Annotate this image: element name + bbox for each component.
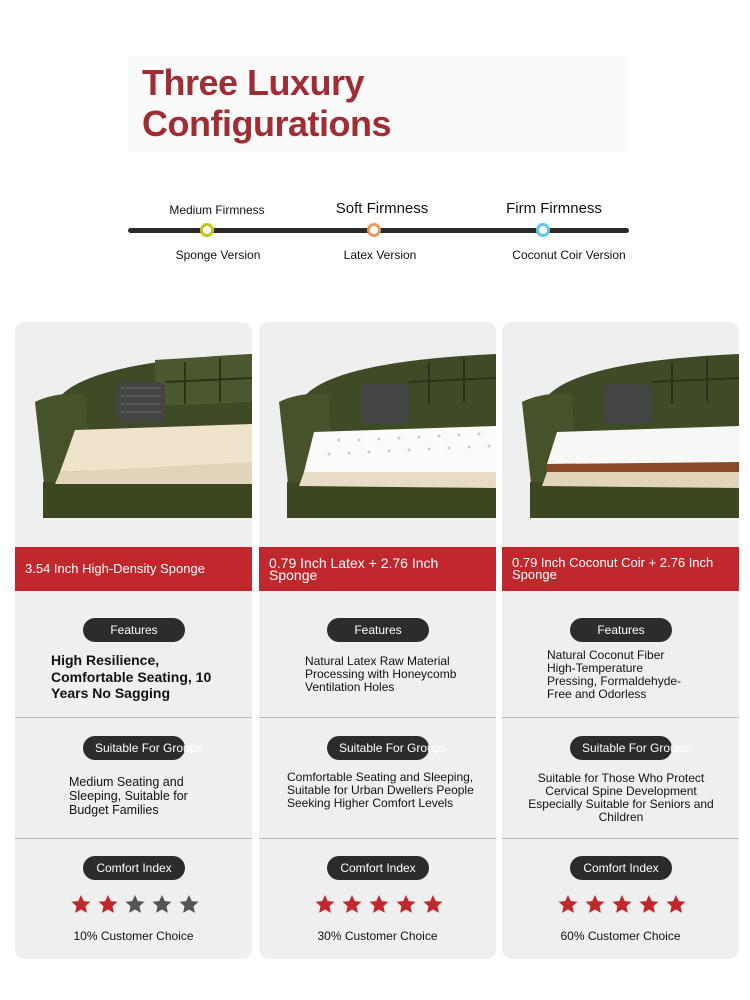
customer-choice-text: 10% Customer Choice xyxy=(73,929,194,943)
section-divider xyxy=(259,717,496,718)
version-label-latex: Latex Version xyxy=(343,248,417,262)
firmness-label-firm: Firm Firmness xyxy=(506,200,602,217)
features-text: High Resilience, Comfortable Seating, 10 Years No Sagging xyxy=(51,652,212,701)
star-filled-icon xyxy=(70,893,92,915)
comfort-rating-stars xyxy=(557,893,687,915)
features-badge xyxy=(570,618,672,642)
config-card-sponge xyxy=(15,322,252,959)
groups-badge xyxy=(327,736,447,760)
comfort-rating-stars xyxy=(70,893,200,915)
title-line-1: Three Luxury xyxy=(142,62,365,103)
comfort-index-badge xyxy=(327,856,429,880)
groups-text: Suitable for Those Who Protect Cervical Spine Development Especially Suitable for Seniors and Children xyxy=(528,771,714,824)
sofa-bed-latex-image xyxy=(259,322,496,547)
title-line-2: Configurations xyxy=(142,103,391,144)
sofa-bed-sponge-image xyxy=(15,322,252,547)
config-card-coconut-coir xyxy=(502,322,739,959)
material-banner xyxy=(502,547,739,591)
star-filled-icon xyxy=(584,893,606,915)
version-label-coconut-coir: Coconut Coir Version xyxy=(512,248,626,262)
comfort-index-label: Comfort Index xyxy=(96,861,172,875)
features-badge-label: Features xyxy=(354,623,402,637)
comfort-index-badge xyxy=(83,856,185,880)
groups-badge xyxy=(570,736,690,760)
star-empty-icon xyxy=(151,893,173,915)
firmness-marker-soft xyxy=(367,223,381,237)
groups-badge-label: Suitable For Groups xyxy=(582,741,690,755)
version-label-sponge: Sponge Version xyxy=(175,248,261,262)
star-filled-icon xyxy=(422,893,444,915)
section-divider xyxy=(502,838,739,839)
features-text: Natural Coconut Fiber High-Temperature Pressing, Formaldehyde-Free and Odorless xyxy=(547,648,682,701)
star-filled-icon xyxy=(557,893,579,915)
star-empty-icon xyxy=(124,893,146,915)
customer-choice-text: 30% Customer Choice xyxy=(317,929,438,943)
groups-text: Medium Seating and Sleeping, Suitable for Budget Families xyxy=(69,775,188,817)
star-filled-icon xyxy=(314,893,336,915)
features-badge-label: Features xyxy=(597,623,645,637)
material-banner-text: 0.79 Inch Latex + 2.76 Inch Sponge xyxy=(269,555,439,583)
material-banner-text: 3.54 Inch High-Density Sponge xyxy=(25,561,205,576)
firmness-scale xyxy=(0,190,750,280)
material-banner-text: 0.79 Inch Coconut Coir + 2.76 Inch Sponge xyxy=(512,555,714,582)
firmness-marker-firm xyxy=(536,223,550,237)
config-card-latex xyxy=(259,322,496,959)
page-title xyxy=(142,62,391,144)
customer-choice-text: 60% Customer Choice xyxy=(560,929,681,943)
features-badge-label: Features xyxy=(110,623,158,637)
section-divider xyxy=(259,838,496,839)
comfort-rating-stars xyxy=(314,893,444,915)
section-divider xyxy=(15,717,252,718)
comfort-index-label: Comfort Index xyxy=(583,861,659,875)
section-divider xyxy=(502,717,739,718)
groups-badge xyxy=(83,736,203,760)
star-empty-icon xyxy=(178,893,200,915)
star-filled-icon xyxy=(341,893,363,915)
comfort-index-label: Comfort Index xyxy=(340,861,416,875)
section-divider xyxy=(15,838,252,839)
star-filled-icon xyxy=(97,893,119,915)
comfort-index-badge xyxy=(570,856,672,880)
groups-text: Comfortable Seating and Sleeping, Suitable for Urban Dwellers People Seeking Higher Comfort Levels xyxy=(287,770,474,810)
star-filled-icon xyxy=(611,893,633,915)
features-badge xyxy=(327,618,429,642)
star-filled-icon xyxy=(638,893,660,915)
star-filled-icon xyxy=(368,893,390,915)
star-filled-icon xyxy=(665,893,687,915)
star-filled-icon xyxy=(395,893,417,915)
firmness-marker-medium xyxy=(200,223,214,237)
material-banner xyxy=(15,547,252,591)
groups-badge-label: Suitable For Groups xyxy=(339,741,447,755)
features-badge xyxy=(83,618,185,642)
features-text: Natural Latex Raw Material Processing with Honeycomb Ventilation Holes xyxy=(305,654,457,694)
material-banner xyxy=(259,547,496,591)
firmness-label-soft: Soft Firmness xyxy=(335,200,429,217)
sofa-bed-coconut-coir-image xyxy=(502,322,739,547)
firmness-label-medium: Medium Firmness xyxy=(169,203,265,217)
groups-badge-label: Suitable For Groups xyxy=(95,741,203,755)
